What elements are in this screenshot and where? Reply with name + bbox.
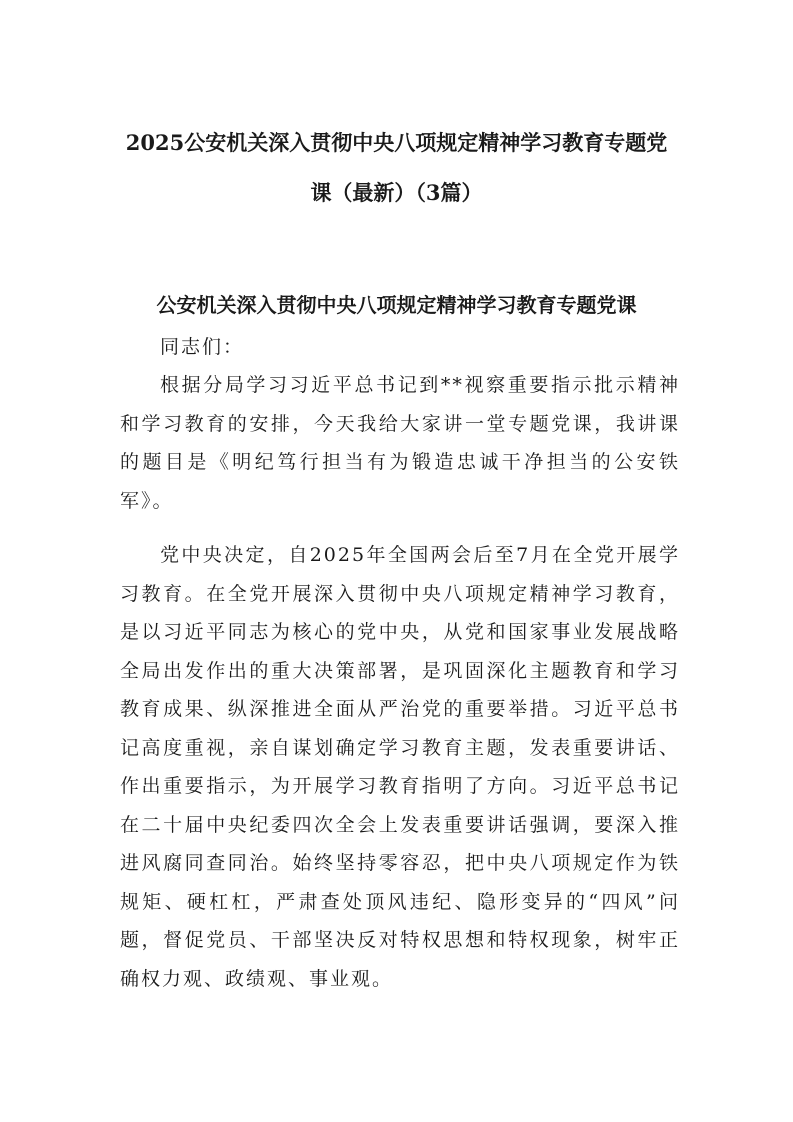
- section-title: 公安机关深入贯彻中央八项规定精神学习教育专题党课: [156, 293, 637, 317]
- paragraph-2: 党中央决定，自2025年全国两会后至7月在全党开展学习教育。在全党开展深入贯彻中央八项规定精神学习教育，是以习近平同志为核心的党中央，从党和国家事业发展战略全局出发作出的重大决策部署，是巩固深化主题教育和学习教育成果、纵深推进全面从严治党的重要举措。习近平总书记高度重视，亲自谋划确定学习教育主题，发表重要讲话、作出重要指示，为开展学习教育指明了方向。习近平总书记在二十届中央纪委四次全会上发表重要讲话强调，要深入推进风腐同查同治。始终坚持零容忍，把中央八项规定作为铁规矩、硬杠杠，严肃查处顶风违纪、隐形变异的“四风”问题，督促党员、干部坚决反对特权思想和特权现象，树牢正确权力观、政绩观、事业观。: [120, 544, 680, 990]
- greeting: 同志们：: [160, 336, 245, 358]
- paragraph-1: 根据分局学习习近平总书记到**视察重要指示批示精神和学习教育的安排，今天我给大家讲一堂专题党课，我讲课的题目是《明纪笃行担当有为锻造忠诚干净担当的公安铁军》。: [120, 374, 680, 512]
- document-title-line-2: 课（最新）（3篇）: [310, 180, 483, 205]
- document-title-line-1: 2025公安机关深入贯彻中央八项规定精神学习教育专题党: [125, 130, 668, 155]
